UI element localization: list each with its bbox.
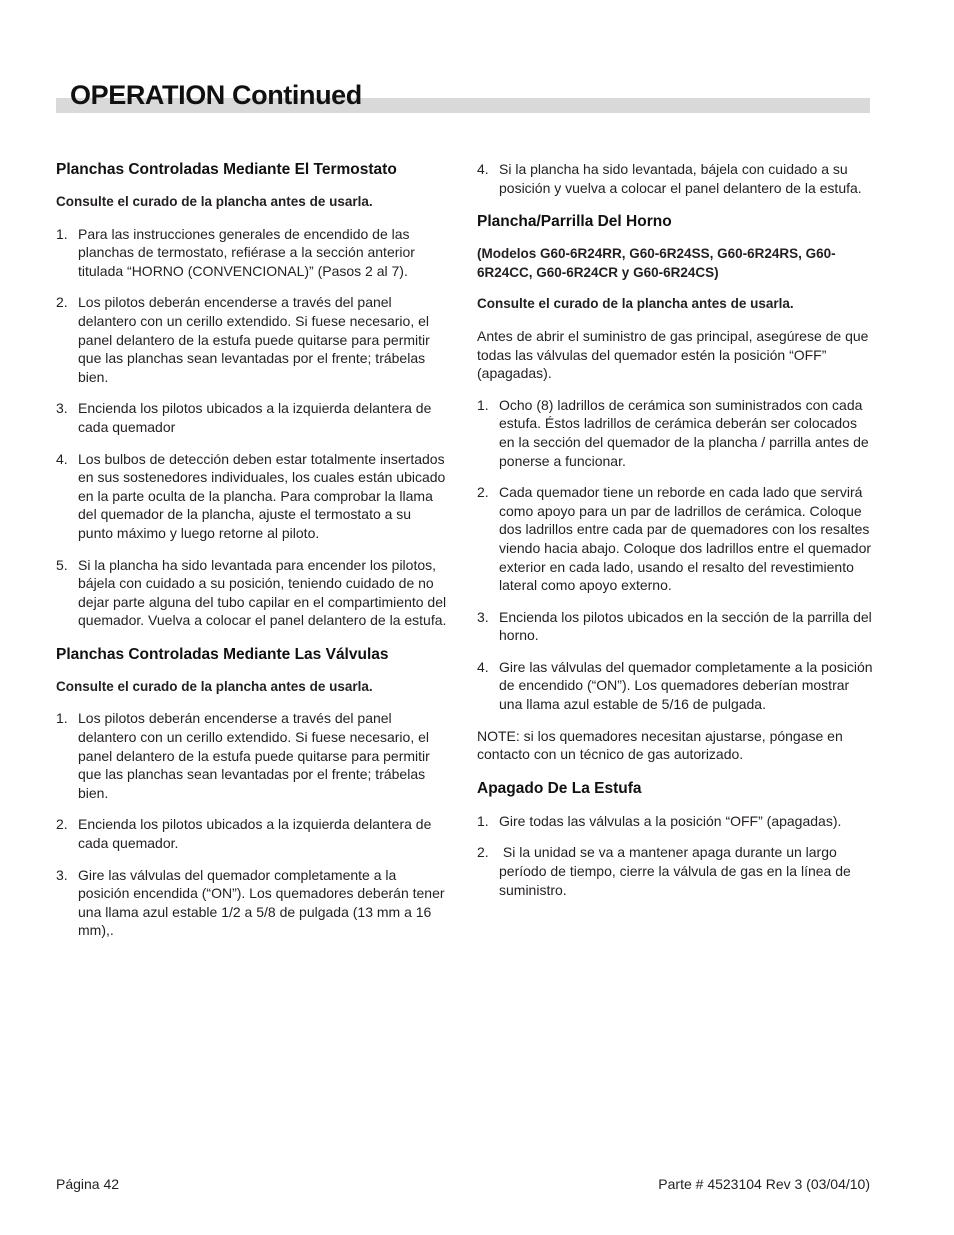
list-item: 3. Encienda los pilotos ubicados a la izquierda delantera de cada quemador	[56, 400, 432, 435]
page-title: OPERATION Continued	[70, 80, 362, 110]
list-item: 2. Los pilotos deberán encenderse a través del panel delantero con un cerillo extendido. Si fuese necesario, el panel delantero de la estufa puede quitarse para permitir que las planchas sean levantadas por el frente; trábelas bien.	[56, 294, 430, 385]
intro-paragraph: Antes de abrir el suministro de gas principal, asegúrese de que todas las válvulas del quemador estén la posición “OFF” (apagadas).	[477, 327, 869, 382]
list-item: 2. Encienda los pilotos ubicados a la izquierda delantera de cada quemador.	[56, 816, 432, 852]
adjustment-note: NOTE: si los quemadores necesitan ajustarse, póngase en contacto con un técnico de gas autorizado.	[477, 727, 843, 763]
list-item: 1. Para las instrucciones generales de encendido de las planchas de termostato, refiérase a la sección anterior titulada “HORNO (CONVENCIONAL)” (Pasos 2 al 7).	[56, 225, 415, 279]
section-title-valves: Planchas Controladas Mediante Las Válvulas	[56, 645, 389, 663]
list-item: 3. Gire las válvulas del quemador completamente a la posición encendida (“ON”). Los quemadores deberán tener una llama azul estable 1/2 a 5/8 de pulgada (13 mm a 16 mm),.	[56, 866, 445, 939]
list-item: 4. Gire las válvulas del quemador completamente a la posición de encendido (“ON”). Los quemadores deberían mostrar una llama azul estable de 5/16 de pulgada.	[477, 658, 873, 713]
list-item: 1. Ocho (8) ladrillos de cerámica son suministrados con cada estufa. Éstos ladrillos de cerámica deberán ser colocados en la sección del quemador de la plancha / parrilla antes de ponerse a funcionar.	[477, 396, 869, 469]
section-title-shutdown: Apagado De La Estufa	[477, 779, 642, 797]
continued-steps-list	[477, 160, 875, 197]
section-title-griddle-broiler: Plancha/Parrilla Del Horno	[477, 213, 672, 231]
list-item: 2. Cada quemador tiene un reborde en cada lado que servirá como apoyo para un par de ladrillos de cerámica. Coloque dos ladrillos entre cada par de quemadores con los resaltes viendo hacia abajo. Coloque dos ladrillos entre el quemador exterior en cada lado, usando el resalto del revestimiento lateral como apoyo externo.	[477, 484, 872, 594]
right-column	[477, 160, 875, 912]
list-item: 5. Si la plancha ha sido levantada para encender los pilotos, bájela con cuidado a su posición, teniendo cuidado de no dejar parte alguna del tubo capilar en el compartimiento del quemador. Vuelva a colocar el panel delantero de la estufa.	[56, 556, 447, 629]
list-item: 4. Si la plancha ha sido levantada, bájela con cuidado a su posición y vuelva a colocar el panel delantero de la estufa.	[477, 161, 862, 196]
page-number: Página 42	[56, 1176, 120, 1192]
thermostat-steps-list	[56, 225, 450, 630]
curing-note: Consulte el curado de la plancha antes de usarla.	[56, 678, 373, 694]
list-item: 2. Si la unidad se va a mantener apaga durante un largo período de tiempo, cierre la válvula de gas en la línea de suministro.	[477, 844, 855, 898]
valve-steps-list	[56, 709, 450, 940]
curing-note: Consulte el curado de la plancha antes de usarla.	[477, 296, 794, 312]
list-item: 3. Encienda los pilotos ubicados en la sección de la parrilla del horno.	[477, 608, 872, 644]
section-title-thermostat: Planchas Controladas Mediante El Termostato	[56, 161, 397, 178]
part-number: Parte # 4523104 Rev 3 (03/04/10)	[658, 1176, 870, 1192]
curing-note: Consulte el curado de la plancha antes de usarla.	[56, 194, 373, 209]
list-item: 1. Los pilotos deberán encenderse a través del panel delantero con un cerillo extendido. Si fuese necesario, el panel delantero de la estufa puede quitarse para permitir que las planchas sean levantadas por el frente; trábelas bien.	[56, 710, 430, 801]
griddle-steps-list	[477, 396, 875, 714]
left-column	[56, 160, 450, 953]
list-item: 1. Gire todas las válvulas a la posición “OFF” (apagadas).	[477, 812, 842, 829]
list-item: 4. Los bulbos de detección deben estar totalmente insertados en sus sostenedores individuales, los cuales están ubicado en la parte oculta de la plancha. Para comprobar la llama del quemador de la plancha, ajuste el termostato a su punto máximo y luego retorne al piloto.	[56, 450, 446, 541]
shutdown-steps-list	[477, 812, 875, 899]
models-note: (Modelos G60-6R24RR, G60-6R24SS, G60-6R24RS, G60-6R24CC, G60-6R24CR y G60-6R24CS)	[477, 246, 836, 280]
